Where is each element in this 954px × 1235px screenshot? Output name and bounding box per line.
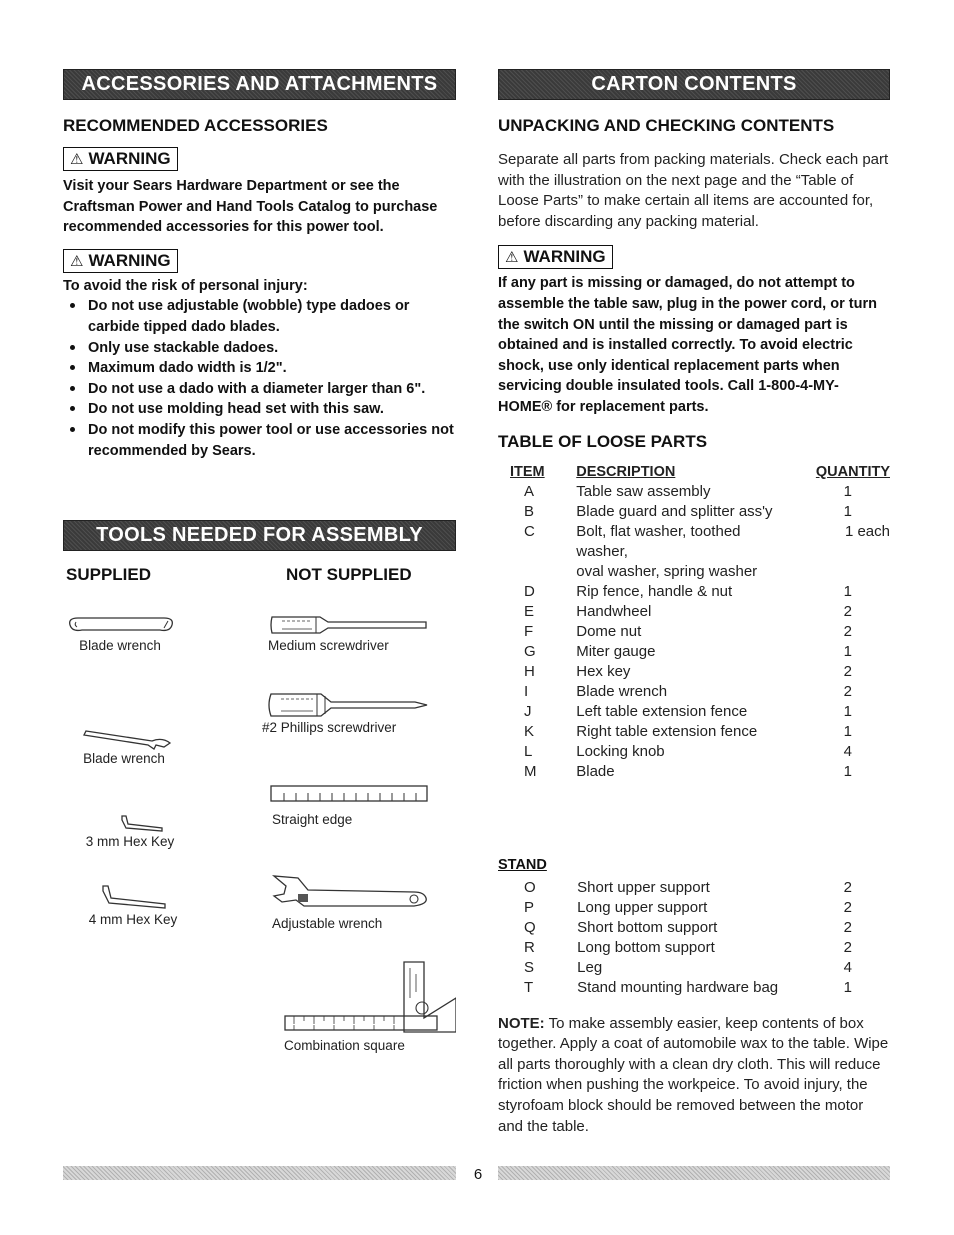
- part-quantity: 2: [843, 682, 852, 700]
- warning-bullet: Do not use a dado with a diameter larger than 6".: [63, 379, 456, 400]
- stand-heading: STAND: [498, 856, 547, 873]
- part-description: Rip fence, handle & nut: [576, 582, 733, 600]
- table-row: [498, 622, 890, 642]
- table-row: [498, 938, 890, 958]
- tool-caption: 3 mm Hex Key: [85, 834, 175, 849]
- part-description: Dome nut: [576, 622, 642, 640]
- col-header-description: DESCRIPTION: [576, 463, 676, 480]
- tool-combination-square: [284, 958, 456, 1053]
- warning-bullet: Maximum dado width is 1/2".: [63, 358, 456, 379]
- part-quantity: 2: [843, 662, 852, 680]
- part-item-letter: [498, 562, 576, 582]
- part-description: Right table extension fence: [576, 722, 758, 740]
- unpacking-intro: Separate all parts from packing materials. Check each part with the illustration on the next page and the “Table of Loose Parts” to make certain all items are accounted for, before discarding any packing material.: [498, 151, 889, 230]
- page-number: 6: [473, 1166, 483, 1183]
- tool-caption: Adjustable wrench: [272, 916, 383, 931]
- part-quantity: 4: [843, 742, 852, 760]
- part-item-letter: O: [524, 878, 536, 896]
- assembly-note: NOTE: To make assembly easier, keep contents of box together. Apply a coat of automobile wax to the table. Wipe all parts thoroughly with a clean dry cloth. This will reduce friction when pushing the workpeice. To avoid injury, the styrofoam block should be removed between the motor and the table.: [498, 1014, 889, 1135]
- part-description: Bolt, flat washer, toothed washer,: [576, 522, 741, 560]
- warning-text-1: Visit your Sears Hardware Department or see the Craftsman Power and Hand Tools Catalog to purchase recommended accessories for this power tool.: [63, 178, 438, 236]
- phillips-screwdriver-icon: [265, 690, 435, 720]
- warning-label-3: ⚠ WARNING: [498, 245, 613, 269]
- table-row: [498, 722, 890, 742]
- tool-caption: Blade wrench: [79, 638, 161, 653]
- warning-bullet-list: [63, 296, 456, 461]
- combination-square-icon: [284, 958, 456, 1038]
- tool-phillips-screwdriver: [262, 690, 435, 735]
- parts-rows: [498, 482, 890, 782]
- part-item-letter: K: [524, 722, 535, 740]
- part-quantity: 1: [843, 642, 852, 660]
- tool-caption: Combination square: [284, 1038, 405, 1053]
- part-item-letter: T: [524, 978, 534, 996]
- part-quantity: 1 each: [844, 522, 890, 540]
- hex-key-icon: [70, 812, 190, 834]
- part-quantity: 1: [843, 502, 852, 520]
- part-item-letter: E: [524, 602, 535, 620]
- part-description: Short upper support: [577, 878, 710, 896]
- part-description: Handwheel: [576, 602, 652, 620]
- footer-bar-left: [63, 1166, 456, 1180]
- part-quantity: 1: [843, 762, 852, 780]
- part-quantity: 2: [843, 602, 852, 620]
- part-item-letter: C: [524, 522, 535, 540]
- warning-bullet: Do not use molding head set with this saw.: [63, 399, 456, 420]
- part-quantity: 1: [843, 702, 852, 720]
- part-quantity: 4: [843, 958, 852, 976]
- table-row: [498, 502, 890, 522]
- part-quantity: 1: [843, 582, 852, 600]
- part-quantity: 2: [843, 898, 852, 916]
- table-row: [498, 958, 890, 978]
- part-description: Stand mounting hardware bag: [577, 978, 779, 996]
- tool-blade-wrench-2: [64, 725, 184, 766]
- table-row: [498, 642, 890, 662]
- part-item-letter: G: [524, 642, 536, 660]
- warning-triangle-icon: ⚠: [505, 249, 519, 267]
- accessories-banner: ACCESSORIES AND ATTACHMENTS: [63, 69, 456, 100]
- tool-straight-edge: [270, 784, 430, 827]
- part-quantity: 2: [843, 918, 852, 936]
- part-item-letter: Q: [524, 918, 536, 936]
- part-quantity: 2: [843, 878, 852, 896]
- table-row: [498, 682, 890, 702]
- part-item-letter: J: [524, 702, 532, 720]
- warning-bullet: Only use stackable dadoes.: [63, 338, 456, 359]
- part-description: Miter gauge: [576, 642, 656, 660]
- part-item-letter: H: [524, 662, 535, 680]
- part-description: Blade guard and splitter ass'y: [576, 502, 773, 520]
- part-quantity: 1: [843, 978, 852, 996]
- tool-caption: 4 mm Hex Key: [88, 912, 178, 927]
- table-row: [498, 898, 890, 918]
- table-row: [498, 522, 890, 562]
- warning-label-1: ⚠ WARNING: [63, 147, 178, 171]
- part-item-letter: L: [524, 742, 533, 760]
- part-item-letter: B: [524, 502, 535, 520]
- part-item-letter: I: [524, 682, 529, 700]
- part-description: Blade: [576, 762, 615, 780]
- recommended-accessories-heading: RECOMMENDED ACCESSORIES: [63, 116, 328, 135]
- blade-wrench-icon: [60, 612, 180, 638]
- part-description: Blade wrench: [576, 682, 668, 700]
- part-quantity: 1: [843, 482, 852, 500]
- hex-key-icon: [73, 882, 193, 912]
- tool-hex-key-4mm: [73, 882, 193, 927]
- warning-triangle-icon: ⚠: [70, 252, 84, 270]
- tool-caption: #2 Phillips screwdriver: [262, 720, 397, 735]
- part-item-letter: R: [524, 938, 535, 956]
- straight-edge-icon: [270, 784, 430, 804]
- part-description: Long upper support: [577, 898, 708, 916]
- table-row: [498, 702, 890, 722]
- table-row: [498, 582, 890, 602]
- col-header-item: ITEM: [510, 463, 545, 480]
- part-item-letter: S: [524, 958, 535, 976]
- part-description: Left table extension fence: [576, 702, 748, 720]
- loose-parts-table: [498, 462, 890, 782]
- warning-triangle-icon: ⚠: [70, 151, 84, 168]
- table-row: [498, 978, 890, 998]
- part-description: Short bottom support: [577, 918, 718, 936]
- blade-wrench-icon: [64, 725, 184, 751]
- table-row: [498, 742, 890, 762]
- loose-parts-heading: TABLE OF LOOSE PARTS: [498, 431, 708, 451]
- not-supplied-heading: NOT SUPPLIED: [286, 565, 412, 584]
- part-item-letter: D: [524, 582, 535, 600]
- part-item-letter: F: [524, 622, 534, 640]
- part-item-letter: P: [524, 898, 535, 916]
- table-row: [498, 762, 890, 782]
- footer-bar-right: [498, 1166, 890, 1180]
- stand-parts-table: [498, 878, 890, 998]
- table-row: [498, 482, 890, 502]
- part-description: Hex key: [576, 662, 631, 680]
- part-description: oval washer, spring washer: [576, 562, 758, 580]
- part-description: Long bottom support: [577, 938, 715, 956]
- tool-hex-key-3mm: [70, 812, 190, 849]
- part-quantity: [782, 562, 890, 582]
- carton-contents-banner: CARTON CONTENTS: [498, 69, 890, 100]
- tool-medium-screwdriver: [268, 612, 432, 653]
- part-item-letter: A: [524, 482, 535, 500]
- screwdriver-icon: [268, 612, 432, 638]
- tool-caption: Straight edge: [272, 812, 353, 827]
- supplied-heading: SUPPLIED: [66, 565, 152, 584]
- table-row: [498, 562, 890, 582]
- table-row: [498, 878, 890, 898]
- part-description: Locking knob: [576, 742, 665, 760]
- right-column: [498, 69, 890, 1137]
- part-quantity: 2: [843, 622, 852, 640]
- unpacking-heading: UNPACKING AND CHECKING CONTENTS: [498, 116, 835, 135]
- tools-needed-banner: TOOLS NEEDED FOR ASSEMBLY: [63, 520, 456, 551]
- table-row: [498, 602, 890, 622]
- col-header-quantity: QUANTITY: [815, 463, 890, 480]
- tool-blade-wrench-1: [60, 612, 180, 653]
- part-description: Leg: [577, 958, 603, 976]
- warning-label-2: ⚠ WARNING: [63, 249, 178, 273]
- warning-bullet: Do not modify this power tool or use accessories not recommended by Sears.: [63, 420, 456, 461]
- part-item-letter: M: [524, 762, 537, 780]
- warning-bullet: Do not use adjustable (wobble) type dadoes or carbide tipped dado blades.: [63, 296, 456, 337]
- part-quantity: 1: [843, 722, 852, 740]
- adjustable-wrench-icon: [268, 872, 432, 916]
- table-row: [498, 918, 890, 938]
- left-column: [63, 69, 456, 461]
- warning-text-3: If any part is missing or damaged, do not attempt to assemble the table saw, plug in the power cord, or turn the switch ON until the missing or damaged part is obtained and is installed correctly. To avoid electric shock, use only identical replacement parts when servicing double insulated tools. Call 1-800-4-MY-HOME® for replacement parts.: [498, 275, 877, 415]
- stand-rows: [498, 878, 890, 998]
- tool-caption: Blade wrench: [83, 751, 165, 766]
- tool-caption: Medium screwdriver: [268, 638, 389, 653]
- part-description: Table saw assembly: [576, 482, 711, 500]
- tool-adjustable-wrench: [268, 872, 432, 931]
- part-quantity: 2: [843, 938, 852, 956]
- table-row: [498, 662, 890, 682]
- warning-intro-2: To avoid the risk of personal injury:: [63, 277, 308, 294]
